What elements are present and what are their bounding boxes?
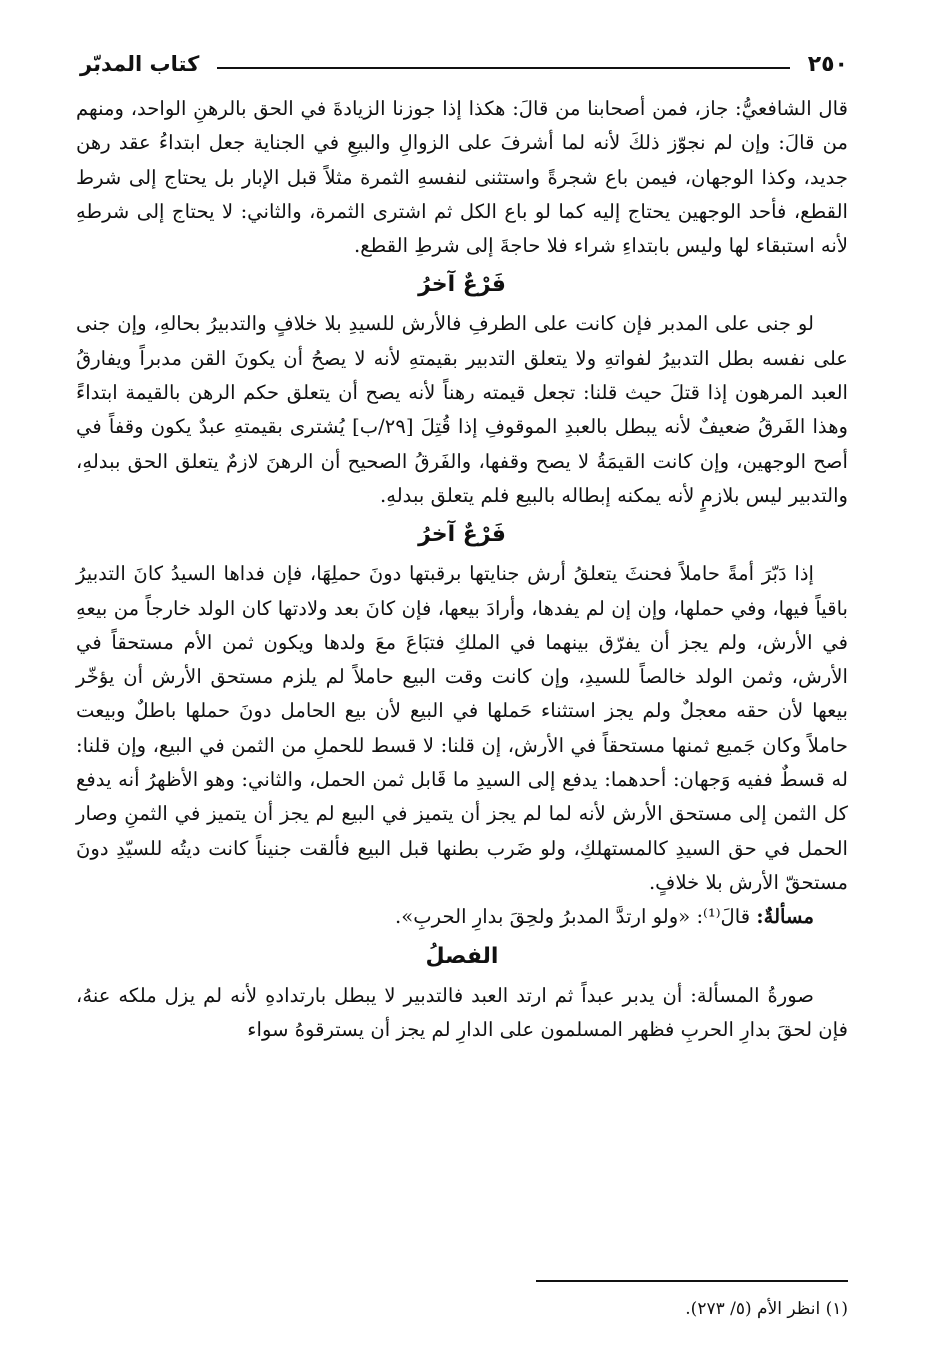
page-header [80, 44, 848, 84]
paragraph-3: إذا دَبّرَ أمةً حاملاً فحنثَ يتعلقُ أرش جنايتها برقبتها دونَ حملِهَا، فإن فداها السيدُ كانَ التدبيرُ باقياً فيها، وفي حملها، وإن إن لم يفدها، وأرادَ بيعها، فإن كانَ بعد ولادتها كان الولد خارجاً من بيعهِ في الأرش، ولم يجز أن يفرّق بينهما في الملكِ فتبَاعَ معَ ولدها ويكون ثمن الأم مستحقاً في الأرش، وثمن الولد خالصاً للسيدِ، وإن كانت وقت البيع حاملاً لم يلزم مستحق الأرش أن يؤخّر بيعها لأن حقه معجلٌ ولم يجز استثناء حَملها في البيع لأن بيع الحامل دونَ حملها باطلٌ وبيعت حاملاً وكان جَميع ثمنها مستحقاً في الأرش، إن قلنا: لا قسط للحملِ من الثمن في البيع، وإن قلنا: له قسطٌ ففيه وَجهان: أحدهما: يدفع إلى السيدِ ما قَابل ثمن الحمل، والثاني: وهو الأظهرُ أنه يدفع كل الثمن إلى مستحق الأرش لأنه لما لم يجز أن يتميز في البيع لم يجز أن يتميز في الثمنِ وصار الحمل في حق السيدِ كالمستهلكِ، ولو ضَرب بطنها قبل البيع فألقت جنيناً كانت ديتُه للسيّدِ دونَ مستحقّ الأرش بلا خلافٍ. [76, 562, 848, 894]
masala-line [76, 900, 848, 934]
page-body [76, 92, 848, 1047]
paragraph-2: لو جنى على المدبر فإن كانت على الطرفِ فالأرش للسيدِ بلا خلافٍ والتدبيرُ بحالهِ، وإن جنى على نفسه بطل التدبيرُ لفواتهِ ولا يتعلق التدبير بقيمتهِ لأنه لا يصحُ أن يكونَ القن مدبراً ويفارقُ العبد المرهون إذا قتلَ حيث قلنا: تجعل قيمته رهناً لأنه يصح أن يتعلق حكم الرهن بالقيمة ابتداءً وهذا الفَرقُ ضعيفٌ لأنه يبطل بالعبدِ الموقوفِ إذا قُتِلَ [٢٩/ب] يُشترى بقيمتهِ عبدٌ يكون وقفاً في أصح الوجهين، وإن كانت القيمَةُ لا يصح وقفها، والفَرقُ الصحيح أن الرهنَ لازمٌ يتعلق الحق ببدلهِ، والتدبير ليس بلازمٍ لأنه يمكنه إبطاله بالبيع فلم يتعلق ببدلهِ. [76, 312, 848, 507]
paragraph-4: صورةُ المسألة: أن يدبر عبداً ثم ارتد العبد فالتدبير لا يبطل بارتدادهِ لأنه لم يزل ملكه عنهُ، فإن لحقَ بدارِ الحربِ فظهر المسلمون على الدارِ لم يجز أن يسترقوهُ سواء [76, 983, 848, 1041]
paragraph-1: قال الشافعيُّ: جاز، فمن أصحابنا من قالَ: هكذا إذا جوزنا الزيادةَ في الحق بالرهنِ الواحد، ومنهم من قالَ: وإن لم نجوّز ذلكَ لأنه لما أشرفَ على الزوالِ والبيعِ في الجناية جعل ابتداءُ عقد رهن جديد، وكذا الوجهان، فيمن باع شجرةً واستثنى لنفسهِ الثمرة مثلاً قبل الإبار بل يحتاج إلى شرط القطع، فأحد الوجهين يحتاج إليه كما لو باع الكل ثم اشترى الثمرة، والثاني: لا يحتاج إلى شرطهِ لأنه استبقاء لها وليس بابتداءِ شراء فلا حاجةَ إلى شرطِ القطع. [76, 97, 849, 258]
section-heading-3: الفصلُ [425, 943, 499, 969]
section-heading-1: فَرْعٌ آخرُ [418, 272, 506, 298]
masala-text: قالَ⁽¹⁾: «ولو ارتدَّ المدبرُ ولحِقَ بدارِ الحربِ». [395, 905, 751, 929]
book-title: كتاب المدبّر [80, 52, 200, 76]
footnote-rule [536, 1280, 848, 1282]
page-number: ٢٥٠ [807, 51, 848, 77]
header-rule [217, 67, 789, 69]
footnote: (١) انظر الأم (٥/ ٢٧٣). [685, 1299, 848, 1319]
section-heading-2: فَرْعٌ آخرُ [418, 522, 506, 548]
masala-label: مسألةٌ: [756, 905, 814, 929]
